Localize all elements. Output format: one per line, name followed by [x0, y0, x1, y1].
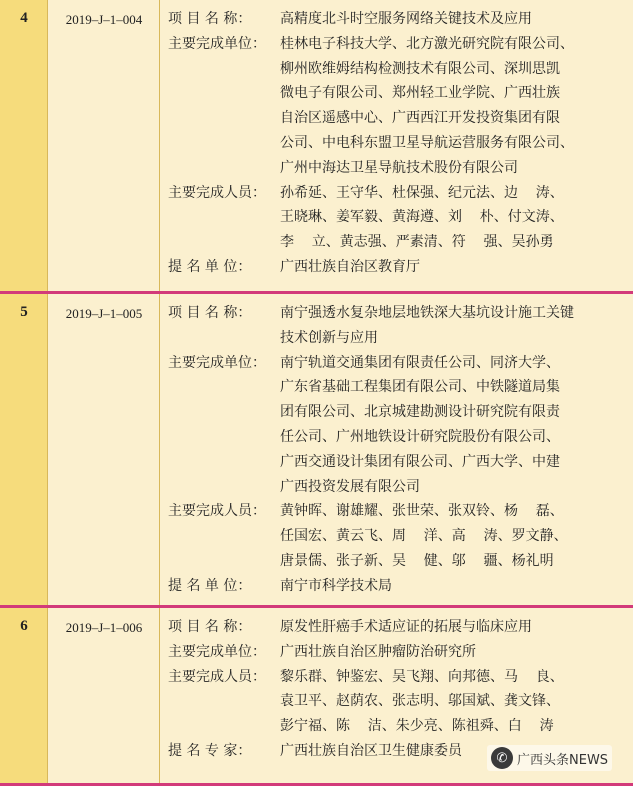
- field-value-line: 原发性肝癌手术适应证的拓展与临床应用: [280, 619, 532, 635]
- row-index: 5: [20, 304, 28, 320]
- field-label: 提 名 单 位：: [168, 577, 252, 594]
- row-index: 4: [20, 10, 28, 26]
- project-code: 2019–J–1–004: [65, 12, 143, 27]
- field-value-line: 广西壮族自治区卫生健康委员: [280, 743, 462, 759]
- field-value-line: 南宁强透水复杂地层地铁深大基坑设计施工关键: [280, 305, 574, 321]
- field-value-line: 自治区遥感中心、广西西江开发投资集团有限: [280, 110, 560, 127]
- field-label: 项 目 名 称：: [168, 305, 252, 321]
- field-label: 主要完成单位：: [168, 354, 266, 371]
- field-value-line: 李 立、黄志强、严素清、符 强、吴孙勇: [280, 234, 554, 251]
- field-value-line: 高精度北斗时空服务网络关键技术及应用: [280, 11, 532, 27]
- field-value-line: 广西交通设计集团有限公司、广西大学、中建: [280, 453, 560, 470]
- code-cell: [48, 0, 160, 291]
- field-value-line: 彭宁福、陈 洁、朱少亮、陈祖舜、白 涛: [280, 718, 554, 735]
- project-code: 2019–J–1–005: [65, 306, 143, 321]
- field-value-line: 孙希延、王守华、杜保强、纪元法、边 涛、: [280, 184, 564, 201]
- field-value-line: 唐景儒、张子新、吴 健、邬 疆、杨礼明: [280, 553, 554, 569]
- watermark: [487, 745, 612, 771]
- field-value-line: 微电子有限公司、郑州轻工业学院、广西壮族: [280, 85, 560, 102]
- field-label: 主要完成人员：: [168, 184, 266, 201]
- field-value-line: 黄钟晖、谢雄耀、张世荣、张双铃、杨 磊、: [280, 503, 564, 520]
- field-value-line: 广西投资发展有限公司: [280, 478, 420, 495]
- row-index: 6: [20, 618, 28, 634]
- code-cell: [48, 608, 160, 783]
- field-value-line: 桂林电子科技大学、北方激光研究院有限公司、: [280, 35, 574, 52]
- field-label: 主要完成单位：: [168, 643, 266, 660]
- field-label: 主要完成单位：: [168, 35, 266, 52]
- field-value-line: 广东省基础工程集团有限公司、中铁隧道局集: [280, 379, 560, 396]
- field-value-line: 技术创新与应用: [280, 329, 378, 346]
- field-label: 主要完成人员：: [168, 503, 266, 520]
- index-cell: [0, 294, 48, 605]
- field-label: 主要完成人员：: [168, 668, 266, 685]
- field-value-line: 王晓琳、姜军毅、黄海遵、刘 朴、付文涛、: [280, 209, 564, 226]
- field-label: 项 目 名 称：: [168, 11, 252, 27]
- field-value-line: 任国宏、黄云飞、周 洋、高 涛、罗文静、: [280, 528, 568, 545]
- index-cell: [0, 0, 48, 291]
- field-value-line: 黎乐群、钟鉴宏、吴飞翔、向邦德、马 良、: [280, 668, 564, 685]
- field-value-line: 袁卫平、赵荫农、张志明、邬国斌、龚文锋、: [280, 693, 560, 710]
- index-cell: [0, 608, 48, 783]
- field-value-line: 柳州欧维姆结构检测技术有限公司、深圳思凯: [280, 60, 560, 77]
- award-row: [0, 294, 633, 608]
- field-label: 提 名 专 家：: [168, 743, 252, 759]
- project-code: 2019–J–1–006: [65, 620, 143, 635]
- field-label: 项 目 名 称：: [168, 619, 252, 635]
- field-value-line: 团有限公司、北京城建勘测设计研究院有限责: [280, 404, 560, 421]
- code-cell: [48, 294, 160, 605]
- wechat-icon: ✆: [491, 747, 513, 769]
- field-label: 提 名 单 位：: [168, 259, 252, 275]
- field-value-line: 任公司、广州地铁设计研究院股份有限公司、: [280, 429, 560, 445]
- field-value-line: 广西壮族自治区肿瘤防治研究所: [280, 643, 476, 660]
- award-row: [0, 0, 633, 294]
- field-value-line: 广州中海达卫星导航技术股份有限公司: [280, 159, 518, 176]
- field-value-line: 南宁市科学技术局: [280, 577, 392, 594]
- watermark-text: 广西头条NEWS: [517, 752, 609, 768]
- field-value-line: 广西壮族自治区教育厅: [280, 259, 420, 275]
- field-value-line: 南宁轨道交通集团有限责任公司、同济大学、: [280, 354, 560, 371]
- field-value-line: 公司、中电科东盟卫星导航运营服务有限公司、: [280, 135, 574, 151]
